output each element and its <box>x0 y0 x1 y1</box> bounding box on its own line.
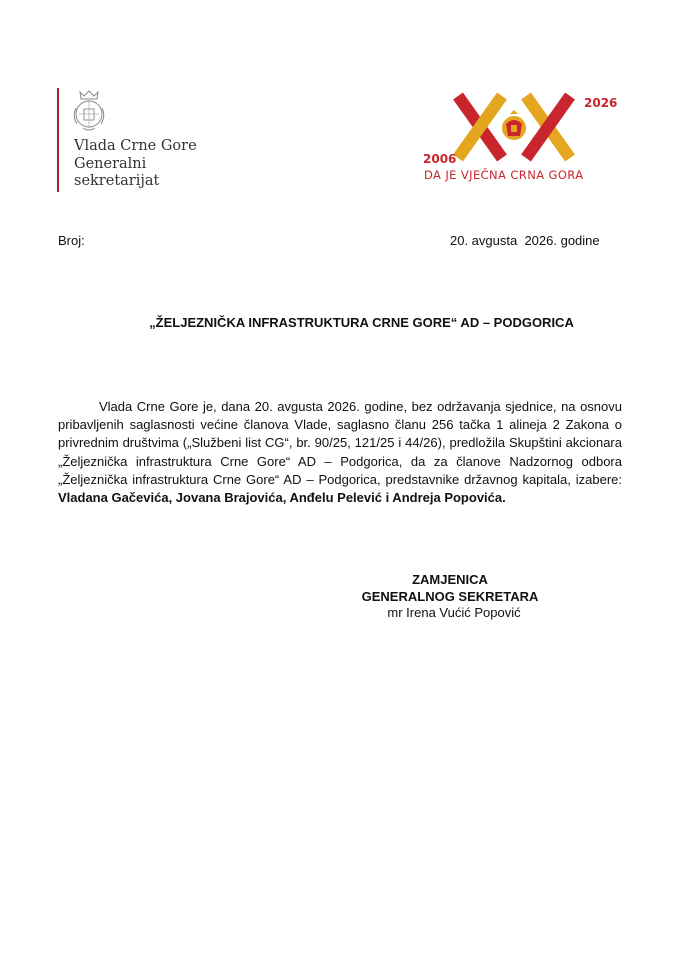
header-divider <box>57 88 59 192</box>
coat-of-arms-icon <box>71 90 107 132</box>
appointed-members: Vladana Gačevića, Jovana Brajovića, Anđelu Pelević i Andreja Popovića. <box>58 490 506 506</box>
anniversary-slogan: DA JE VJEČNA CRNA GORA <box>424 168 584 182</box>
signatory-title-line-2: GENERALNOG SEKRETARA <box>361 588 539 604</box>
anniversary-year-start: 2006 <box>423 152 457 166</box>
decision-paragraph <box>58 398 622 507</box>
document-date: 20. avgusta 2026. godine <box>450 233 600 248</box>
document-title-text: „ŽELJEZNIČKA INFRASTRUKTURA CRNE GORE“ AD – PODGORICA <box>149 315 574 330</box>
government-line-1: Vlada Crne Gore <box>74 138 197 154</box>
government-line-3: sekretarijat <box>74 173 160 189</box>
signature-block <box>340 572 560 622</box>
eagle-emblem-icon <box>502 110 526 140</box>
signatory-name: mr Irena Vućić Popović <box>387 605 521 620</box>
document-title <box>0 315 679 330</box>
government-name <box>74 138 197 191</box>
anniversary-year-end: 2026 <box>584 96 618 110</box>
signatory-title-line-1: ZAMJENICA <box>412 572 488 587</box>
document-number-label: Broj: <box>58 233 85 248</box>
decision-text: Vlada Crne Gore je, dana 20. avgusta 2026. godine, bez održavanja sjednice, na osnovu pribavljenih saglasnosti većine članova Vlade, saglasno članu 256 tačka 1 alineja 2 Zakona o privrednim društvima („Službeni list CG“, br. 90/25, 121/25 i 44/26), predložila Skupštini akcionara „Željeznička infrastruktura Crne Gore“ AD – Podgorica, da za članove Nadzornog odbora „Željeznička infrastruktura Crne Gore“ AD – Podgorica, predstavnike državnog kapitala, izabere: <box>58 399 622 487</box>
government-line-2: Generalni <box>74 155 147 172</box>
